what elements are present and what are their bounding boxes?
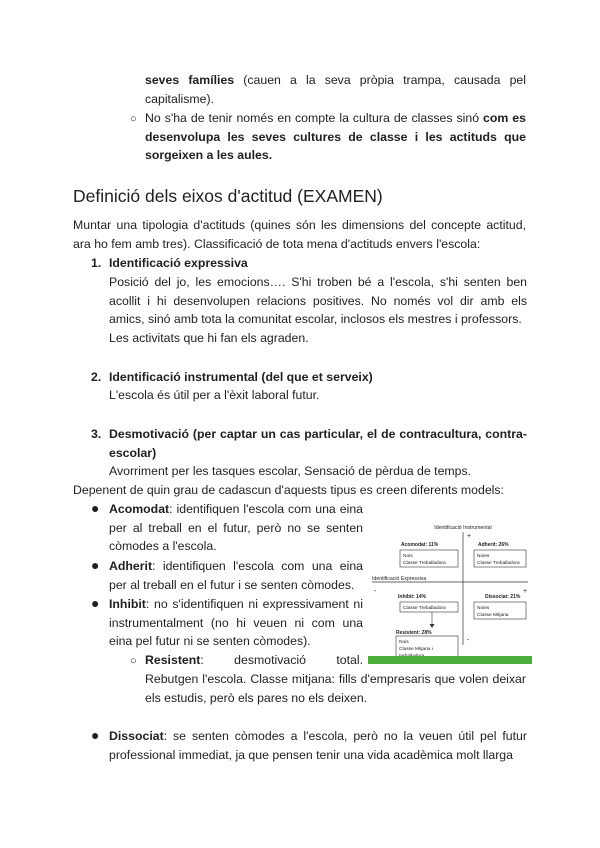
model-inhibit bbox=[109, 595, 363, 651]
item-1-title bbox=[109, 254, 526, 273]
model-resistent-text-a: : desmotivació total. bbox=[200, 653, 363, 667]
intro-bold: seves famílies bbox=[145, 73, 235, 87]
label-inhibit: Inhibit: 14% bbox=[398, 594, 427, 600]
intro-bullet-pre: No s'ha de tenir només en compte la cultura de classes sinó bbox=[145, 111, 484, 125]
model-dissociat-term: Dissociat bbox=[109, 729, 164, 743]
label-resistent: Resistent: 28% bbox=[396, 630, 432, 636]
model-acomodat bbox=[109, 500, 363, 556]
box-adherit-line1: Noies bbox=[477, 554, 490, 559]
top-axis-label: Identificació Instrumental bbox=[434, 525, 492, 531]
intro-bullet-bold: com es desenvolupa les seves cultures de classe i les actituds que sorgeixen a les aules. bbox=[145, 111, 526, 163]
bullet-dot-icon: ● bbox=[91, 727, 100, 743]
minus-sign-left: - bbox=[374, 588, 377, 595]
circle-bullet-icon: ○ bbox=[130, 113, 137, 125]
item-2-title bbox=[109, 368, 526, 387]
models-intro: Depenent de quin grau de cadascun d'aquests tipus es creen diferents models: bbox=[73, 483, 504, 497]
box-resistent-line1: Nois bbox=[399, 640, 409, 645]
box-adherit-line2: Classe Treballadora bbox=[477, 561, 520, 566]
model-resistent-line1 bbox=[145, 651, 363, 670]
bullet-dot-icon: ● bbox=[91, 500, 100, 516]
attitude-axes-diagram bbox=[368, 520, 532, 664]
item-3-title bbox=[109, 425, 527, 462]
item-3-title-text: Desmotivació (per captar un cas particular, el de contracultura, contra-escolar) bbox=[109, 427, 527, 460]
box-dissociat-line1: Noies bbox=[477, 606, 490, 611]
intro-paragraph: Muntar una tipologia d'actituds (quines són les dimensions del concepte actitud, ara ho fem amb tres). Classificació de tota mena d'actituds envers l'escola: bbox=[73, 218, 526, 251]
model-acomodat-text: : identifiquen l'escola com una eina per al treball en el futur, però no se senten còmodes a l'escola. bbox=[109, 502, 363, 554]
item-1-body2: Les activitats que hi fan els agraden. bbox=[109, 331, 309, 345]
model-adherit-text: : identifiquen l'escola com una eina per al treball en el futur i se senten còmodes. bbox=[109, 559, 363, 592]
section-heading-wrapper bbox=[73, 185, 533, 207]
model-adherit-term: Adherit bbox=[109, 559, 153, 573]
label-dissociat: Dissociat: 21% bbox=[485, 594, 521, 600]
circle-bullet-icon: ○ bbox=[130, 655, 137, 667]
model-inhibit-term: Inhibit bbox=[109, 597, 146, 611]
plus-sign-top: + bbox=[467, 533, 472, 540]
section-heading: Definició dels eixos d'actitud (EXAMEN) bbox=[73, 186, 383, 206]
box-resistent-line2: Classe Mitjana i bbox=[399, 647, 433, 652]
item-1-title-text: Identificació expressiva bbox=[109, 256, 248, 270]
model-dissociat bbox=[109, 727, 527, 764]
intro-rest: (cauen a la seva pròpia trampa, causada pel capitalisme). bbox=[145, 73, 526, 106]
model-resistent-line2: Rebutgen l'escola. Classe mitjana: fills d'empresaris que volen deixar els estudis, però els pares no els deixen. bbox=[145, 672, 526, 705]
model-resistent-term: Resistent bbox=[145, 653, 201, 667]
box-acomodat-line2: Classe Treballadora bbox=[403, 561, 446, 566]
box-dissociat-line2: Classe Mitjana bbox=[477, 613, 509, 618]
bullet-dot-icon: ● bbox=[91, 595, 100, 611]
item-3-body: Avorriment per les tasques escolar, Sensació de pèrdua de temps. bbox=[109, 464, 472, 478]
item-2-body: L'escola és útil per a l'èxit laboral futur. bbox=[109, 388, 320, 402]
label-acomodat: Acomodat: 11% bbox=[401, 542, 439, 548]
model-adherit bbox=[109, 557, 363, 594]
box-inhibit-line1: Classe Treballadora bbox=[403, 606, 446, 611]
model-dissociat-text: : se senten còmodes a l'escola, però no la veuen útil pel futur professional immediat, ja que pensen tenir una vida acadèmica molt llarga bbox=[109, 729, 527, 762]
intro-continuation bbox=[145, 71, 526, 108]
item-2-title-text: Identificació instrumental (del que et serveix) bbox=[109, 370, 373, 384]
item-1-number: 1. bbox=[91, 256, 102, 270]
minus-sign-bottom: - bbox=[467, 637, 470, 644]
box-acomodat-line1: Nois bbox=[403, 554, 413, 559]
bullet-dot-icon: ● bbox=[91, 557, 100, 573]
label-adherit: Adherit: 26% bbox=[478, 542, 509, 548]
left-axis-label: Identificació Expressiva bbox=[372, 576, 427, 582]
item-3-number: 3. bbox=[91, 427, 102, 441]
plus-sign-right: + bbox=[523, 588, 528, 595]
item-1-body: Posició del jo, les emocions…. S'hi troben bé a l'escola, s'hi senten ben acollit i hi desenvolupen relacions positives. No només vol dir amb els amics, sinó amb tota la comunitat escolar, inclosos els mestres i professors. bbox=[109, 275, 527, 327]
model-inhibit-text: : no s'identifiquen ni expressivament ni instrumentalment (no hi veuen ni com una eina pel futur ni se senten còmodes). bbox=[109, 597, 363, 649]
intro-bullet bbox=[145, 109, 526, 165]
model-acomodat-term: Acomodat bbox=[109, 502, 170, 516]
item-2-number: 2. bbox=[91, 370, 102, 384]
